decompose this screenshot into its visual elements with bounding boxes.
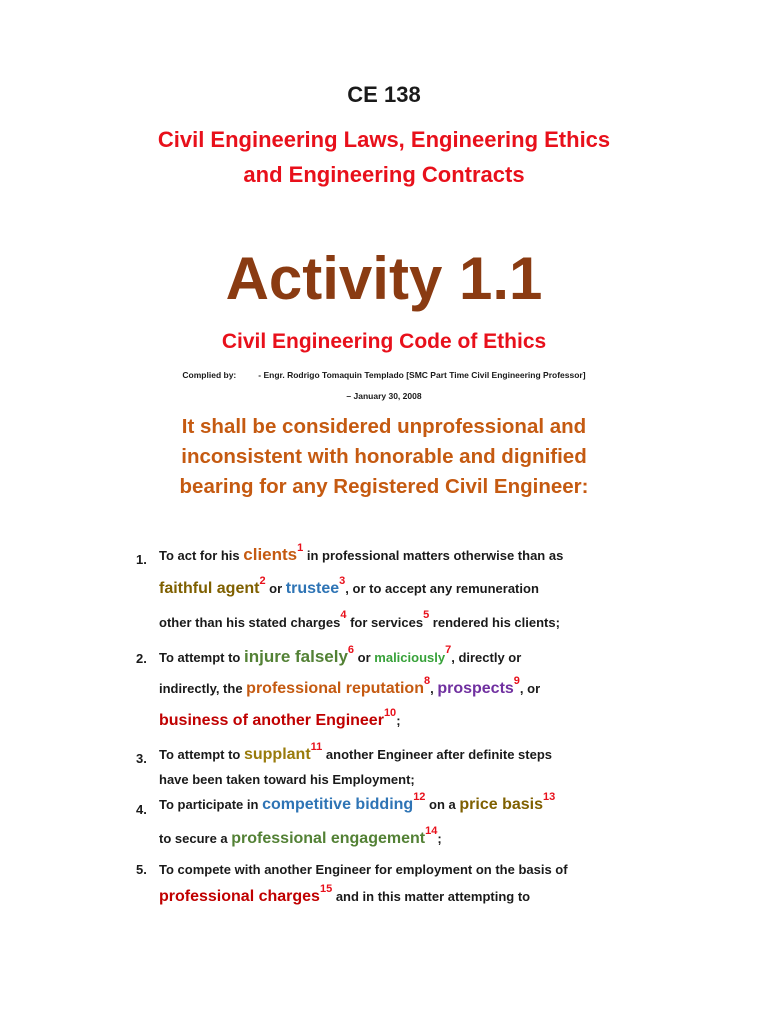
keyword: prospects bbox=[437, 680, 514, 697]
footnote-number: 15 bbox=[319, 883, 333, 895]
keyword: injure falsely bbox=[243, 647, 348, 666]
text: To attempt to bbox=[159, 747, 244, 762]
keyword: maliciously bbox=[374, 650, 446, 665]
text: To act for his bbox=[159, 548, 244, 563]
text: have been taken toward his Employment; bbox=[159, 772, 415, 787]
text: To compete with another Engineer for employment on the basis of bbox=[159, 862, 568, 877]
text: To attempt to bbox=[159, 650, 244, 665]
footnote-number: 10 bbox=[383, 707, 397, 719]
text: for services bbox=[346, 615, 424, 630]
text: and in this matter attempting to bbox=[332, 889, 531, 904]
list-number: 3. bbox=[136, 751, 147, 766]
text: , or to accept any remuneration bbox=[345, 581, 539, 596]
text: , directly or bbox=[451, 650, 522, 665]
course-subtitle bbox=[0, 122, 768, 192]
text: , bbox=[430, 681, 438, 696]
keyword: professional charges bbox=[159, 888, 320, 905]
keyword: professional engagement bbox=[231, 830, 426, 847]
text: on a bbox=[425, 797, 460, 812]
list-number: 5. bbox=[136, 862, 147, 877]
keyword: trustee bbox=[285, 580, 340, 597]
intro-statement bbox=[0, 412, 768, 502]
list-line bbox=[159, 862, 568, 877]
compiled-by bbox=[0, 370, 768, 380]
text: other than his stated charges bbox=[159, 615, 341, 630]
footnote-number: 6 bbox=[347, 644, 355, 656]
footnote-number: 5 bbox=[423, 609, 430, 621]
list-line bbox=[159, 675, 541, 698]
activity-title: Activity 1.1 bbox=[225, 245, 543, 312]
subtitle-line-1: Civil Engineering Laws, Engineering Ethics bbox=[157, 127, 611, 152]
list-line bbox=[159, 883, 531, 906]
list-line bbox=[159, 772, 415, 787]
keyword: competitive bidding bbox=[262, 796, 414, 813]
footnote-number: 3 bbox=[339, 575, 346, 587]
list-line bbox=[159, 791, 556, 814]
footnote-number: 12 bbox=[413, 791, 426, 803]
keyword: clients bbox=[243, 545, 298, 564]
list-number: 1. bbox=[136, 552, 147, 567]
code-of-ethics-title: Civil Engineering Code of Ethics bbox=[221, 330, 547, 353]
footnote-number: 9 bbox=[513, 675, 520, 687]
footnote-number: 4 bbox=[340, 609, 347, 621]
keyword: price basis bbox=[459, 796, 543, 813]
footnote-number: 2 bbox=[259, 575, 266, 587]
keyword: business of another Engineer bbox=[159, 712, 384, 729]
text: or bbox=[265, 581, 286, 596]
text: indirectly, the bbox=[159, 681, 247, 696]
list-line bbox=[159, 707, 401, 730]
footnote-number: 11 bbox=[310, 741, 323, 753]
list-line bbox=[159, 644, 522, 667]
text: in professional matters otherwise than as bbox=[303, 548, 564, 563]
keyword: professional reputation bbox=[246, 680, 424, 697]
footnote-number: 8 bbox=[423, 675, 431, 687]
text: ; bbox=[437, 831, 442, 846]
text: rendered his clients; bbox=[429, 615, 560, 630]
text: another Engineer after definite steps bbox=[322, 747, 553, 762]
text: ; bbox=[396, 713, 401, 728]
keyword: faithful agent bbox=[159, 580, 260, 597]
subtitle-line-2: and Engineering Contracts bbox=[243, 162, 525, 187]
text: , or bbox=[519, 681, 541, 696]
list-line bbox=[159, 542, 564, 565]
course-code: CE 138 bbox=[347, 82, 421, 107]
intro-line-3: bearing for any Registered Civil Engineer: bbox=[179, 475, 589, 498]
text: or bbox=[354, 650, 375, 665]
footnote-number: 14 bbox=[425, 825, 438, 837]
footnote-number: 1 bbox=[297, 542, 304, 554]
text: To participate in bbox=[159, 797, 263, 812]
list-line bbox=[159, 575, 539, 598]
intro-line-2: inconsistent with honorable and dignified bbox=[181, 445, 587, 468]
footnote-number: 13 bbox=[543, 791, 556, 803]
list-number: 2. bbox=[136, 651, 147, 666]
keyword: supplant bbox=[243, 746, 311, 763]
list-line bbox=[159, 825, 442, 848]
intro-line-1: It shall be considered unprofessional and bbox=[181, 415, 587, 438]
compiled-author: - Engr. Rodrigo Tomaquin Templado [SMC Part Time Civil Engineering Professor] bbox=[258, 370, 586, 380]
footnote-number: 7 bbox=[445, 644, 452, 656]
text: to secure a bbox=[159, 831, 232, 846]
compiled-label: Complied by: bbox=[182, 370, 237, 380]
list-line bbox=[159, 741, 553, 764]
list-number: 4. bbox=[136, 802, 147, 817]
compiled-date: – January 30, 2008 bbox=[346, 391, 422, 401]
list-line bbox=[159, 609, 560, 630]
